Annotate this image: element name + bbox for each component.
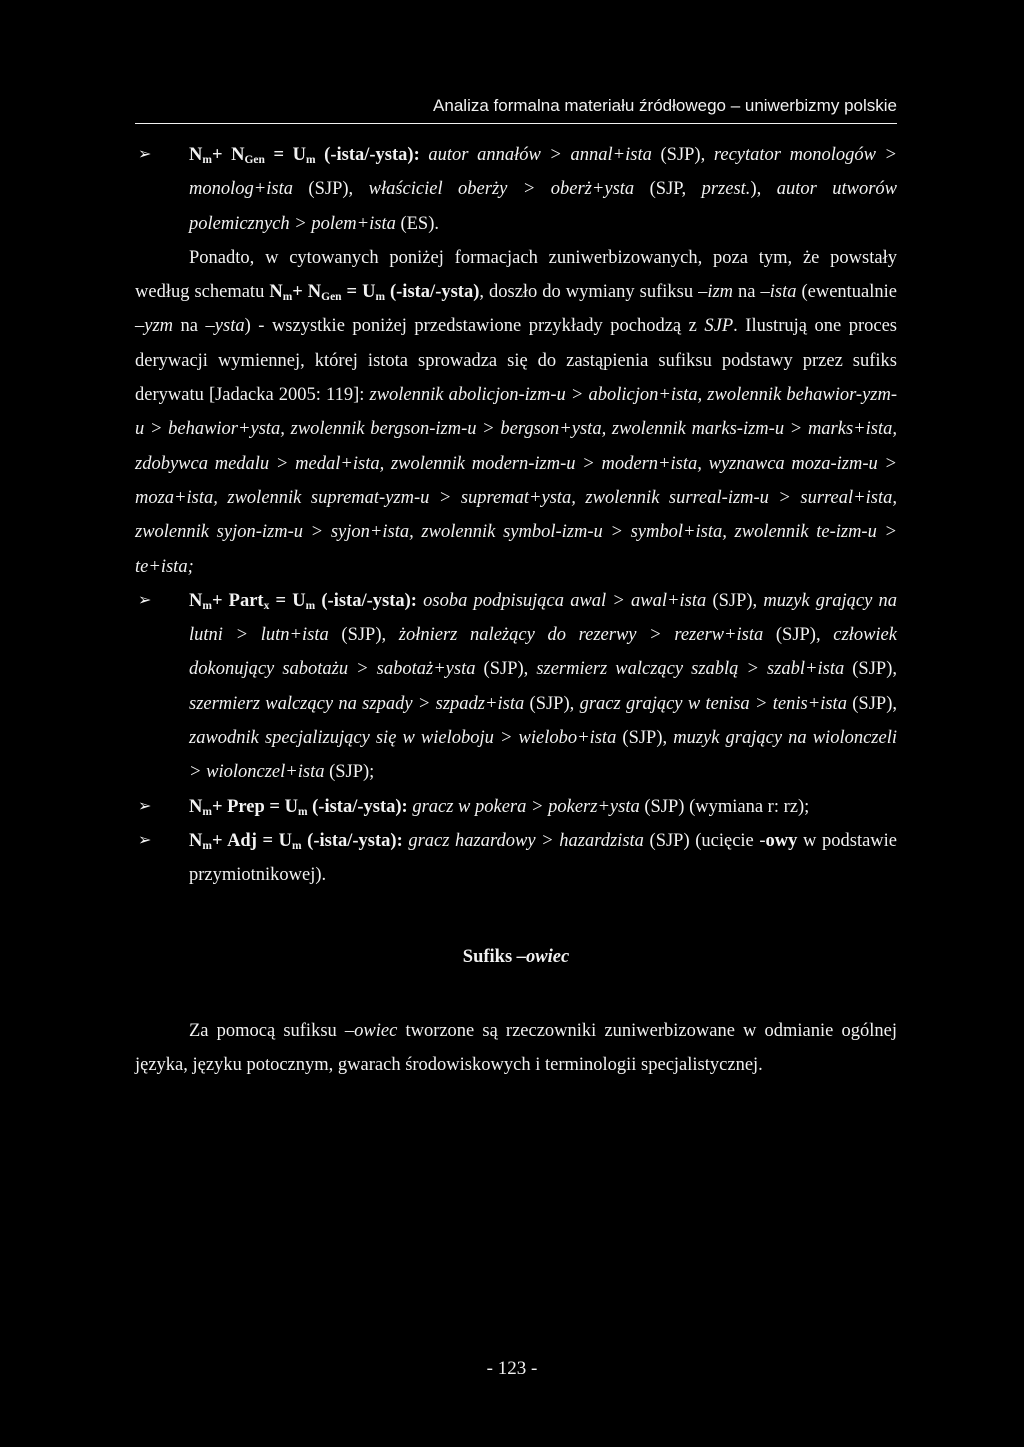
text-run: Ponadto, w cytowanych poniżej formacjach zuniwerbizowanych, poza tym, że powstały według schematu: [135, 247, 897, 303]
section-heading: [135, 940, 897, 974]
suffix: –owiec: [344, 1020, 398, 1041]
example: właściciel oberży > oberż+ysta: [368, 179, 635, 200]
example: żołnierz należący do rezerwy > rezerw+ista: [398, 625, 764, 646]
example: gracz hazardowy > hazardzista: [408, 830, 644, 851]
heading-suffix: –owiec: [516, 946, 570, 967]
arrow-bullet-icon: ➢: [138, 797, 152, 815]
arrow-bullet-icon: ➢: [138, 831, 152, 849]
list-item-preposition: [135, 790, 897, 824]
example: autor annałów > annal+ista: [428, 145, 652, 165]
example: recytator monologów > monolog+ista: [189, 145, 898, 200]
example: szermierz walczący na szpady > szpadz+ista: [189, 693, 525, 714]
section-paragraph: [135, 1014, 897, 1083]
source: (SJP),: [292, 179, 369, 200]
heading-label: Sufiks: [462, 946, 517, 967]
source: (SJP) (ucięcie -: [643, 830, 766, 851]
example: muzyk grający na wiolonczeli > wiolonczel+ista: [189, 728, 897, 783]
source: (ES).: [395, 213, 440, 234]
source: (SJP),: [616, 728, 674, 749]
text-run: , doszło do wymiany sufiksu: [479, 282, 699, 303]
source: (SJP),: [524, 693, 580, 714]
source: (SJP) (wymiana r: rz);: [639, 796, 810, 817]
text-run: na: [733, 282, 761, 303]
suffix: –yzm: [135, 316, 174, 337]
formula: $N_m+ N_{Gen} = U_m$ (-ista/-ysta): [269, 282, 480, 304]
formula: $N_m+ N_{Gen} = U_m$ (-ista/-ysta):: [189, 145, 420, 166]
source: (SJP),: [475, 659, 537, 680]
source: (SJP),: [846, 693, 897, 714]
page-number: - 123 -: [486, 1358, 538, 1379]
example: człowiek dokonujący sabotażu > sabotaż+ysta: [189, 625, 897, 680]
arrow-bullet-icon: ➢: [138, 591, 152, 609]
example: muzyk grający na lutni > lutn+ista: [189, 590, 898, 646]
suffix: –ista: [760, 282, 797, 303]
suffix: owy: [765, 830, 798, 851]
list-item-genitive: [135, 138, 897, 241]
example: szermierz walczący szablą > szabl+ista: [536, 659, 845, 680]
source: (SJP),: [706, 590, 764, 611]
example: osoba podpisująca awal > awal+ista: [423, 590, 707, 611]
source: (SJP),: [763, 625, 834, 646]
example-list: zwolennik abolicjon-izm-u > abolicjon+ista, zwolennik behawior-yzm-u > behawior+ysta, zwolennik bergson-izm-u > bergson+ysta, zwolennik marks-izm-u > marks+ista, zdobywca medalu > medal+ista, zwolennik modern-izm-u > modern+ista, wyznawca moza-izm-u > moza+ista, zwolennik supremat-yzm-u > supremat+ysta, zwolennik surreal-izm-u > surreal+ista, zwolennik syjon-izm-u > syjon+ista, zwolennik symbol-izm-u > symbol+ista, zwolennik te-izm-u > te+ista;: [135, 385, 898, 577]
running-header: Analiza formalna materiału źródłowego – uniwerbizmy polskie: [433, 96, 897, 115]
text-run: w podstawie przymiotnikowej).: [189, 830, 898, 886]
source: (SJP),: [651, 145, 714, 165]
text-run: tworzone są rzeczowniki zuniwerbizowane w odmianie ogólnej języka, języku potocznym, gwarach środowiskowych i terminologii specjalistycznej.: [135, 1020, 897, 1076]
arrow-bullet-icon: ➢: [138, 146, 152, 163]
list-item-adjective: [135, 824, 897, 893]
source: (SJP,: [634, 179, 702, 200]
header-rule: [135, 123, 897, 124]
example: gracz w pokera > pokerz+ysta: [412, 796, 640, 817]
source: ),: [750, 179, 777, 200]
example: gracz grający w tenisa > tenis+ista: [579, 693, 847, 714]
list-item-participle: [135, 584, 897, 790]
source: (SJP),: [844, 659, 897, 680]
formula: $N_m+$ Adj = $U_m$ (-ista/-ysta):: [189, 830, 403, 852]
text-run: . Ilustrują one proces derywacji wymiennej, której istota sprowadza się do zastąpienia sufiksu podstawy przez sufiks derywatu [Jadacka 2005: 119]:: [135, 316, 897, 406]
formula: $N_m+$ Part$_x$ = $U_m$ (-ista/-ysta):: [189, 590, 417, 612]
source-ref: SJP: [704, 316, 734, 337]
suffix: –izm: [698, 282, 734, 303]
body-paragraph: [135, 241, 897, 584]
example: autor utworów polemicznych > polem+ista: [189, 179, 898, 234]
text-run: (ewentualnie: [796, 282, 897, 303]
source: (SJP),: [328, 625, 399, 646]
source: (SJP);: [324, 762, 375, 783]
text-run: ) - wszystkie poniżej przedstawione przykłady pochodzą z: [244, 316, 705, 337]
qualifier: przest.: [701, 179, 751, 200]
text-run: na: [173, 316, 206, 337]
example: zawodnik specjalizujący się w wieloboju > wielobo+ista: [189, 728, 617, 749]
page-body: [135, 138, 897, 1082]
text-run: Za pomocą sufiksu: [189, 1020, 345, 1041]
suffix: –ysta: [205, 316, 245, 337]
formula: $N_m+$ Prep = $U_m$ (-ista/-ysta):: [189, 796, 408, 818]
